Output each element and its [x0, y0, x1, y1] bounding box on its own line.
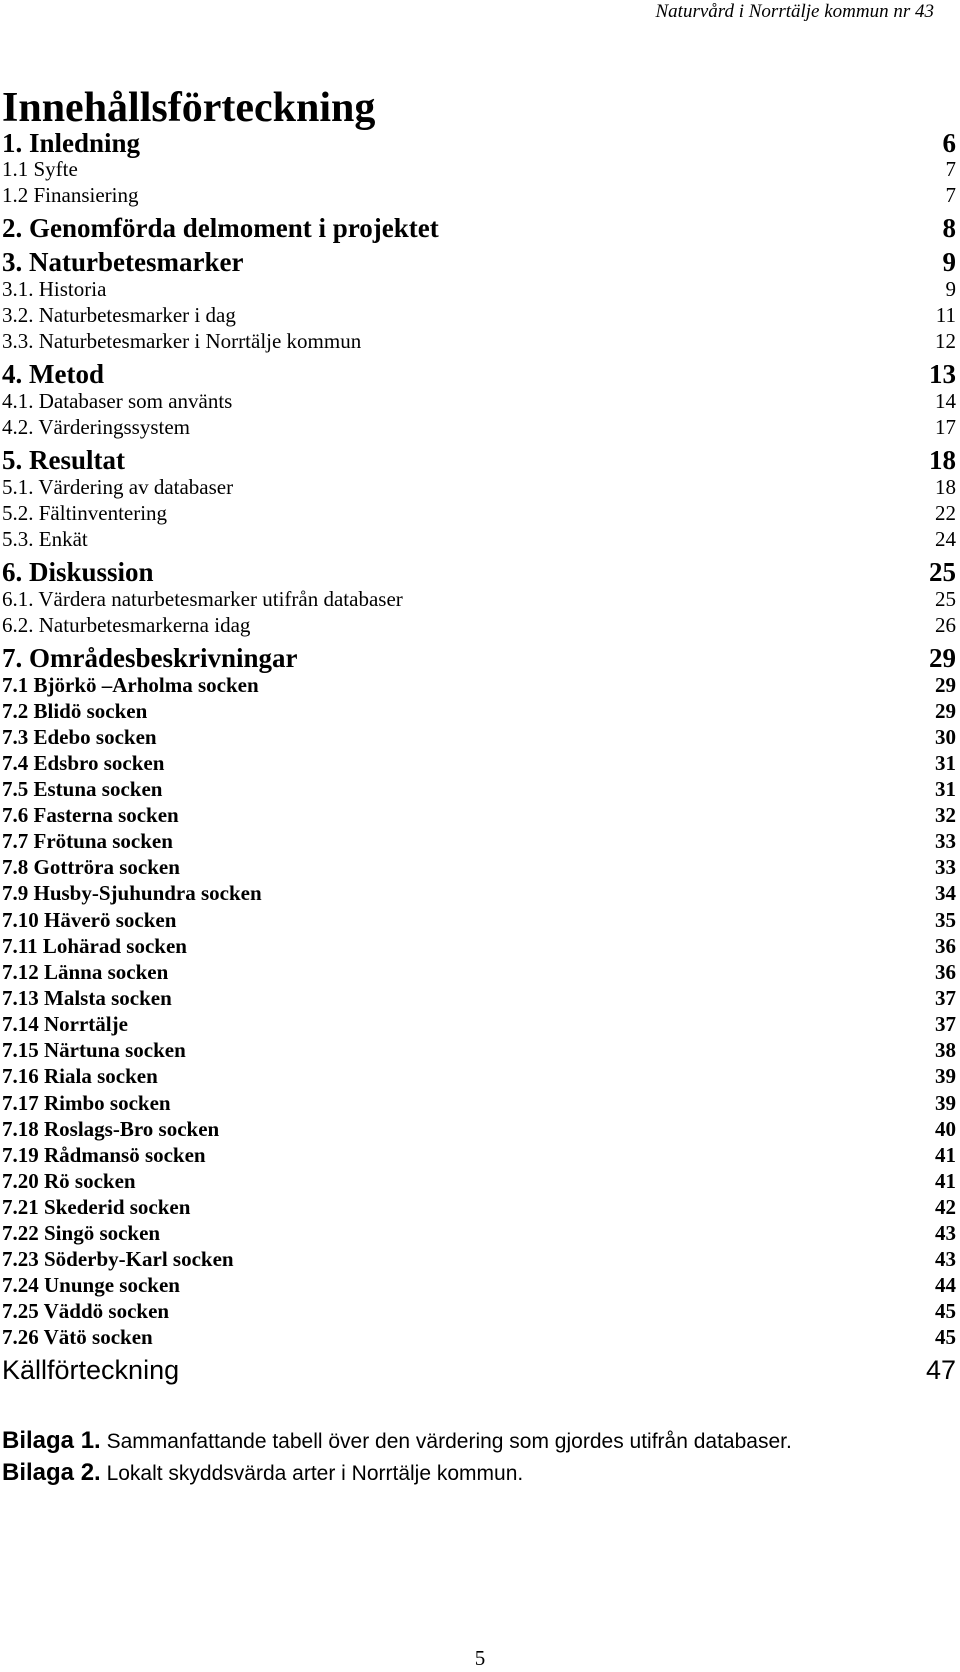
toc-entry[interactable]	[2, 1298, 956, 1324]
toc-entry[interactable]	[2, 750, 956, 776]
toc-entry-page: 30	[935, 725, 956, 749]
toc-entry-label: 7.9 Husby-Sjuhundra socken	[2, 881, 262, 905]
toc-entry-label: 7.2 Blidö socken	[2, 699, 148, 723]
toc-entry-page: 38	[935, 1038, 956, 1062]
toc-entry-label: 7.6 Fasterna socken	[2, 803, 179, 827]
toc-entry[interactable]	[2, 985, 956, 1011]
toc-entry-page: 18	[929, 445, 956, 475]
toc-entry-label: 3.1. Historia	[2, 277, 107, 301]
toc-entry-page: 44	[935, 1273, 956, 1297]
toc-entry-label: 7.26 Vätö socken	[2, 1325, 153, 1349]
toc-entry-page: 32	[935, 803, 956, 827]
toc-entry-label: 7.8 Gottröra socken	[2, 855, 180, 879]
toc-entry[interactable]	[2, 1037, 956, 1063]
toc-entry[interactable]	[2, 828, 956, 854]
toc-entry-page: 43	[935, 1221, 956, 1245]
toc-entry-page: 40	[935, 1117, 956, 1141]
toc-entry-label: 3.3. Naturbetesmarker i Norrtälje kommun	[2, 329, 362, 353]
toc-entry-label: 5. Resultat	[2, 445, 125, 475]
toc-entry[interactable]	[2, 1194, 956, 1220]
toc-entry-label: 4.2. Värderingssystem	[2, 415, 191, 439]
toc-entry-page: 22	[935, 501, 956, 525]
toc-entry-page: 9	[945, 277, 956, 301]
toc-entry[interactable]	[2, 612, 956, 638]
toc-entry-label: 1. Inledning	[2, 128, 141, 158]
toc-entry-label: 2. Genomförda delmoment i projektet	[2, 213, 439, 243]
toc-entry[interactable]	[2, 212, 956, 244]
toc-entry-label: Källförteckning	[2, 1355, 180, 1385]
toc-entry[interactable]	[2, 854, 956, 880]
page-title: Innehållsförteckning	[2, 85, 376, 131]
toc-entry-page: 25	[935, 587, 956, 611]
toc-entry-page: 42	[935, 1195, 956, 1219]
toc-entry-label: 5.3. Enkät	[2, 527, 88, 551]
toc-entry-page: 7	[945, 183, 956, 207]
toc-entry[interactable]	[2, 959, 956, 985]
toc-entry[interactable]	[2, 642, 956, 674]
toc-entry-page: 13	[929, 359, 956, 389]
toc-entry-page: 37	[935, 986, 956, 1010]
toc-entry-page: 8	[942, 213, 956, 243]
toc-entry-label: 7.18 Roslags-Bro socken	[2, 1117, 220, 1141]
toc-entry[interactable]	[2, 672, 956, 698]
table-of-contents	[2, 0, 956, 1520]
toc-entry-label: 6.2. Naturbetesmarkerna idag	[2, 613, 251, 637]
toc-entry-label: 7.20 Rö socken	[2, 1169, 136, 1193]
toc-entry-label: 3.2. Naturbetesmarker i dag	[2, 303, 236, 327]
toc-entry[interactable]	[2, 802, 956, 828]
toc-entry-page: 37	[935, 1012, 956, 1036]
toc-entry-page: 9	[942, 247, 956, 277]
appendix-2	[2, 1460, 523, 1487]
appendix-text: Lokalt skyddsvärda arter i Norrtälje kommun.	[106, 1462, 524, 1485]
toc-entry-page: 25	[929, 557, 956, 587]
toc-entry[interactable]	[2, 182, 956, 208]
toc-entry-label: 6.1. Värdera naturbetesmarker utifrån databaser	[2, 587, 403, 611]
toc-entry[interactable]	[2, 1272, 956, 1298]
toc-entry-label: 4.1. Databaser som använts	[2, 389, 233, 413]
toc-entry[interactable]	[2, 1246, 956, 1272]
toc-entry[interactable]	[2, 127, 956, 159]
toc-entry-label: 7.10 Häverö socken	[2, 908, 177, 932]
toc-entry[interactable]	[2, 1324, 956, 1350]
page-number: 5	[474, 1646, 486, 1670]
toc-entry-page: 35	[935, 908, 956, 932]
toc-entry-page: 31	[935, 777, 956, 801]
toc-entry[interactable]	[2, 358, 956, 390]
toc-entry-page: 17	[935, 415, 956, 439]
toc-entry[interactable]	[2, 1168, 956, 1194]
toc-entry-page: 41	[935, 1169, 956, 1193]
toc-entry-label: 7.14 Norrtälje	[2, 1012, 128, 1036]
toc-entry[interactable]	[2, 1116, 956, 1142]
toc-entry-label: 7.5 Estuna socken	[2, 777, 163, 801]
toc-entry[interactable]	[2, 933, 956, 959]
toc-entry-label: 7.19 Rådmansö socken	[2, 1143, 206, 1167]
toc-entry-page: 14	[935, 389, 956, 413]
toc-entry[interactable]	[2, 1090, 956, 1116]
toc-entry-label: 4. Metod	[2, 359, 104, 389]
toc-entry-page: 43	[935, 1247, 956, 1271]
toc-entry[interactable]	[2, 526, 956, 552]
toc-entry[interactable]	[2, 388, 956, 414]
toc-entry[interactable]	[2, 302, 956, 328]
toc-entry[interactable]	[2, 328, 956, 354]
toc-entry-page: 29	[935, 699, 956, 723]
toc-entry[interactable]	[2, 500, 956, 526]
toc-entry-label: 1.1 Syfte	[2, 157, 78, 181]
toc-entry-label: 1.2 Finansiering	[2, 183, 139, 207]
toc-entry-page: 39	[935, 1064, 956, 1088]
toc-entry[interactable]	[2, 556, 956, 588]
toc-entry-label: 7.17 Rimbo socken	[2, 1091, 171, 1115]
toc-entry-label: 6. Diskussion	[2, 557, 154, 587]
toc-entry-label: 7.22 Singö socken	[2, 1221, 161, 1245]
toc-entry-label: 5.2. Fältinventering	[2, 501, 168, 525]
toc-entry[interactable]	[2, 776, 956, 802]
toc-entry-label: 7.13 Malsta socken	[2, 986, 172, 1010]
toc-entry[interactable]	[2, 1220, 956, 1246]
toc-entry-page: 33	[935, 855, 956, 879]
toc-entry[interactable]	[2, 1354, 956, 1386]
toc-entry-page: 26	[935, 613, 956, 637]
toc-entry-label: 7.21 Skederid socken	[2, 1195, 191, 1219]
running-header: Naturvård i Norrtälje kommun nr 43	[655, 1, 934, 22]
toc-entry-page: 7	[945, 157, 956, 181]
toc-entry-page: 11	[935, 303, 956, 327]
toc-entry-label: 3. Naturbetesmarker	[2, 247, 244, 277]
toc-entry-page: 34	[935, 881, 956, 905]
toc-entry-label: 7. Områdesbeskrivningar	[2, 643, 298, 673]
toc-entry[interactable]	[2, 1142, 956, 1168]
toc-entry-page: 36	[935, 960, 956, 984]
appendix-label: Bilaga 1.	[2, 1427, 101, 1454]
appendix-label: Bilaga 2.	[2, 1459, 101, 1486]
toc-entry-page: 45	[935, 1299, 956, 1323]
toc-entry[interactable]	[2, 1011, 956, 1037]
toc-entry[interactable]	[2, 156, 956, 182]
toc-entry[interactable]	[2, 1063, 956, 1089]
toc-entry-page: 29	[935, 673, 956, 697]
toc-entry-page: 41	[935, 1143, 956, 1167]
toc-entry-label: 5.1. Värdering av databaser	[2, 475, 234, 499]
toc-entry-label: 7.3 Edebo socken	[2, 725, 157, 749]
toc-entry-label: 7.1 Björkö –Arholma socken	[2, 673, 259, 697]
appendix-text: Sammanfattande tabell över den värdering som gjordes utifrån databaser.	[106, 1430, 792, 1453]
toc-entry-page: 29	[929, 643, 956, 673]
toc-entry-label: 7.25 Väddö socken	[2, 1299, 170, 1323]
toc-entry[interactable]	[2, 246, 956, 278]
toc-entry-label: 7.15 Närtuna socken	[2, 1038, 186, 1062]
toc-entry-page: 36	[935, 934, 956, 958]
toc-entry-label: 7.23 Söderby-Karl socken	[2, 1247, 234, 1271]
toc-entry[interactable]	[2, 414, 956, 440]
toc-entry[interactable]	[2, 276, 956, 302]
toc-entry-page: 33	[935, 829, 956, 853]
toc-entry-label: 7.4 Edsbro socken	[2, 751, 165, 775]
toc-entry[interactable]	[2, 698, 956, 724]
toc-entry-page: 45	[935, 1325, 956, 1349]
toc-entry-label: 7.7 Frötuna socken	[2, 829, 173, 853]
toc-entry-label: 7.12 Länna socken	[2, 960, 169, 984]
appendix-1	[2, 1428, 792, 1455]
toc-entry-page: 31	[935, 751, 956, 775]
toc-entry[interactable]	[2, 474, 956, 500]
toc-entry-page: 39	[935, 1091, 956, 1115]
toc-entry-page: 47	[925, 1355, 956, 1385]
toc-entry-label: 7.24 Unungе socken	[2, 1273, 180, 1297]
toc-entry-label: 7.11 Lohärad socken	[2, 934, 187, 958]
toc-entry[interactable]	[2, 880, 956, 906]
toc-entry-page: 18	[935, 475, 956, 499]
toc-entry[interactable]	[2, 586, 956, 612]
toc-entry[interactable]	[2, 907, 956, 933]
toc-entry-page: 24	[935, 527, 956, 551]
toc-entry-label: 7.16 Riala socken	[2, 1064, 158, 1088]
toc-entry[interactable]	[2, 724, 956, 750]
toc-entry-page: 6	[942, 128, 956, 158]
toc-entry-page: 12	[935, 329, 956, 353]
toc-entry[interactable]	[2, 444, 956, 476]
